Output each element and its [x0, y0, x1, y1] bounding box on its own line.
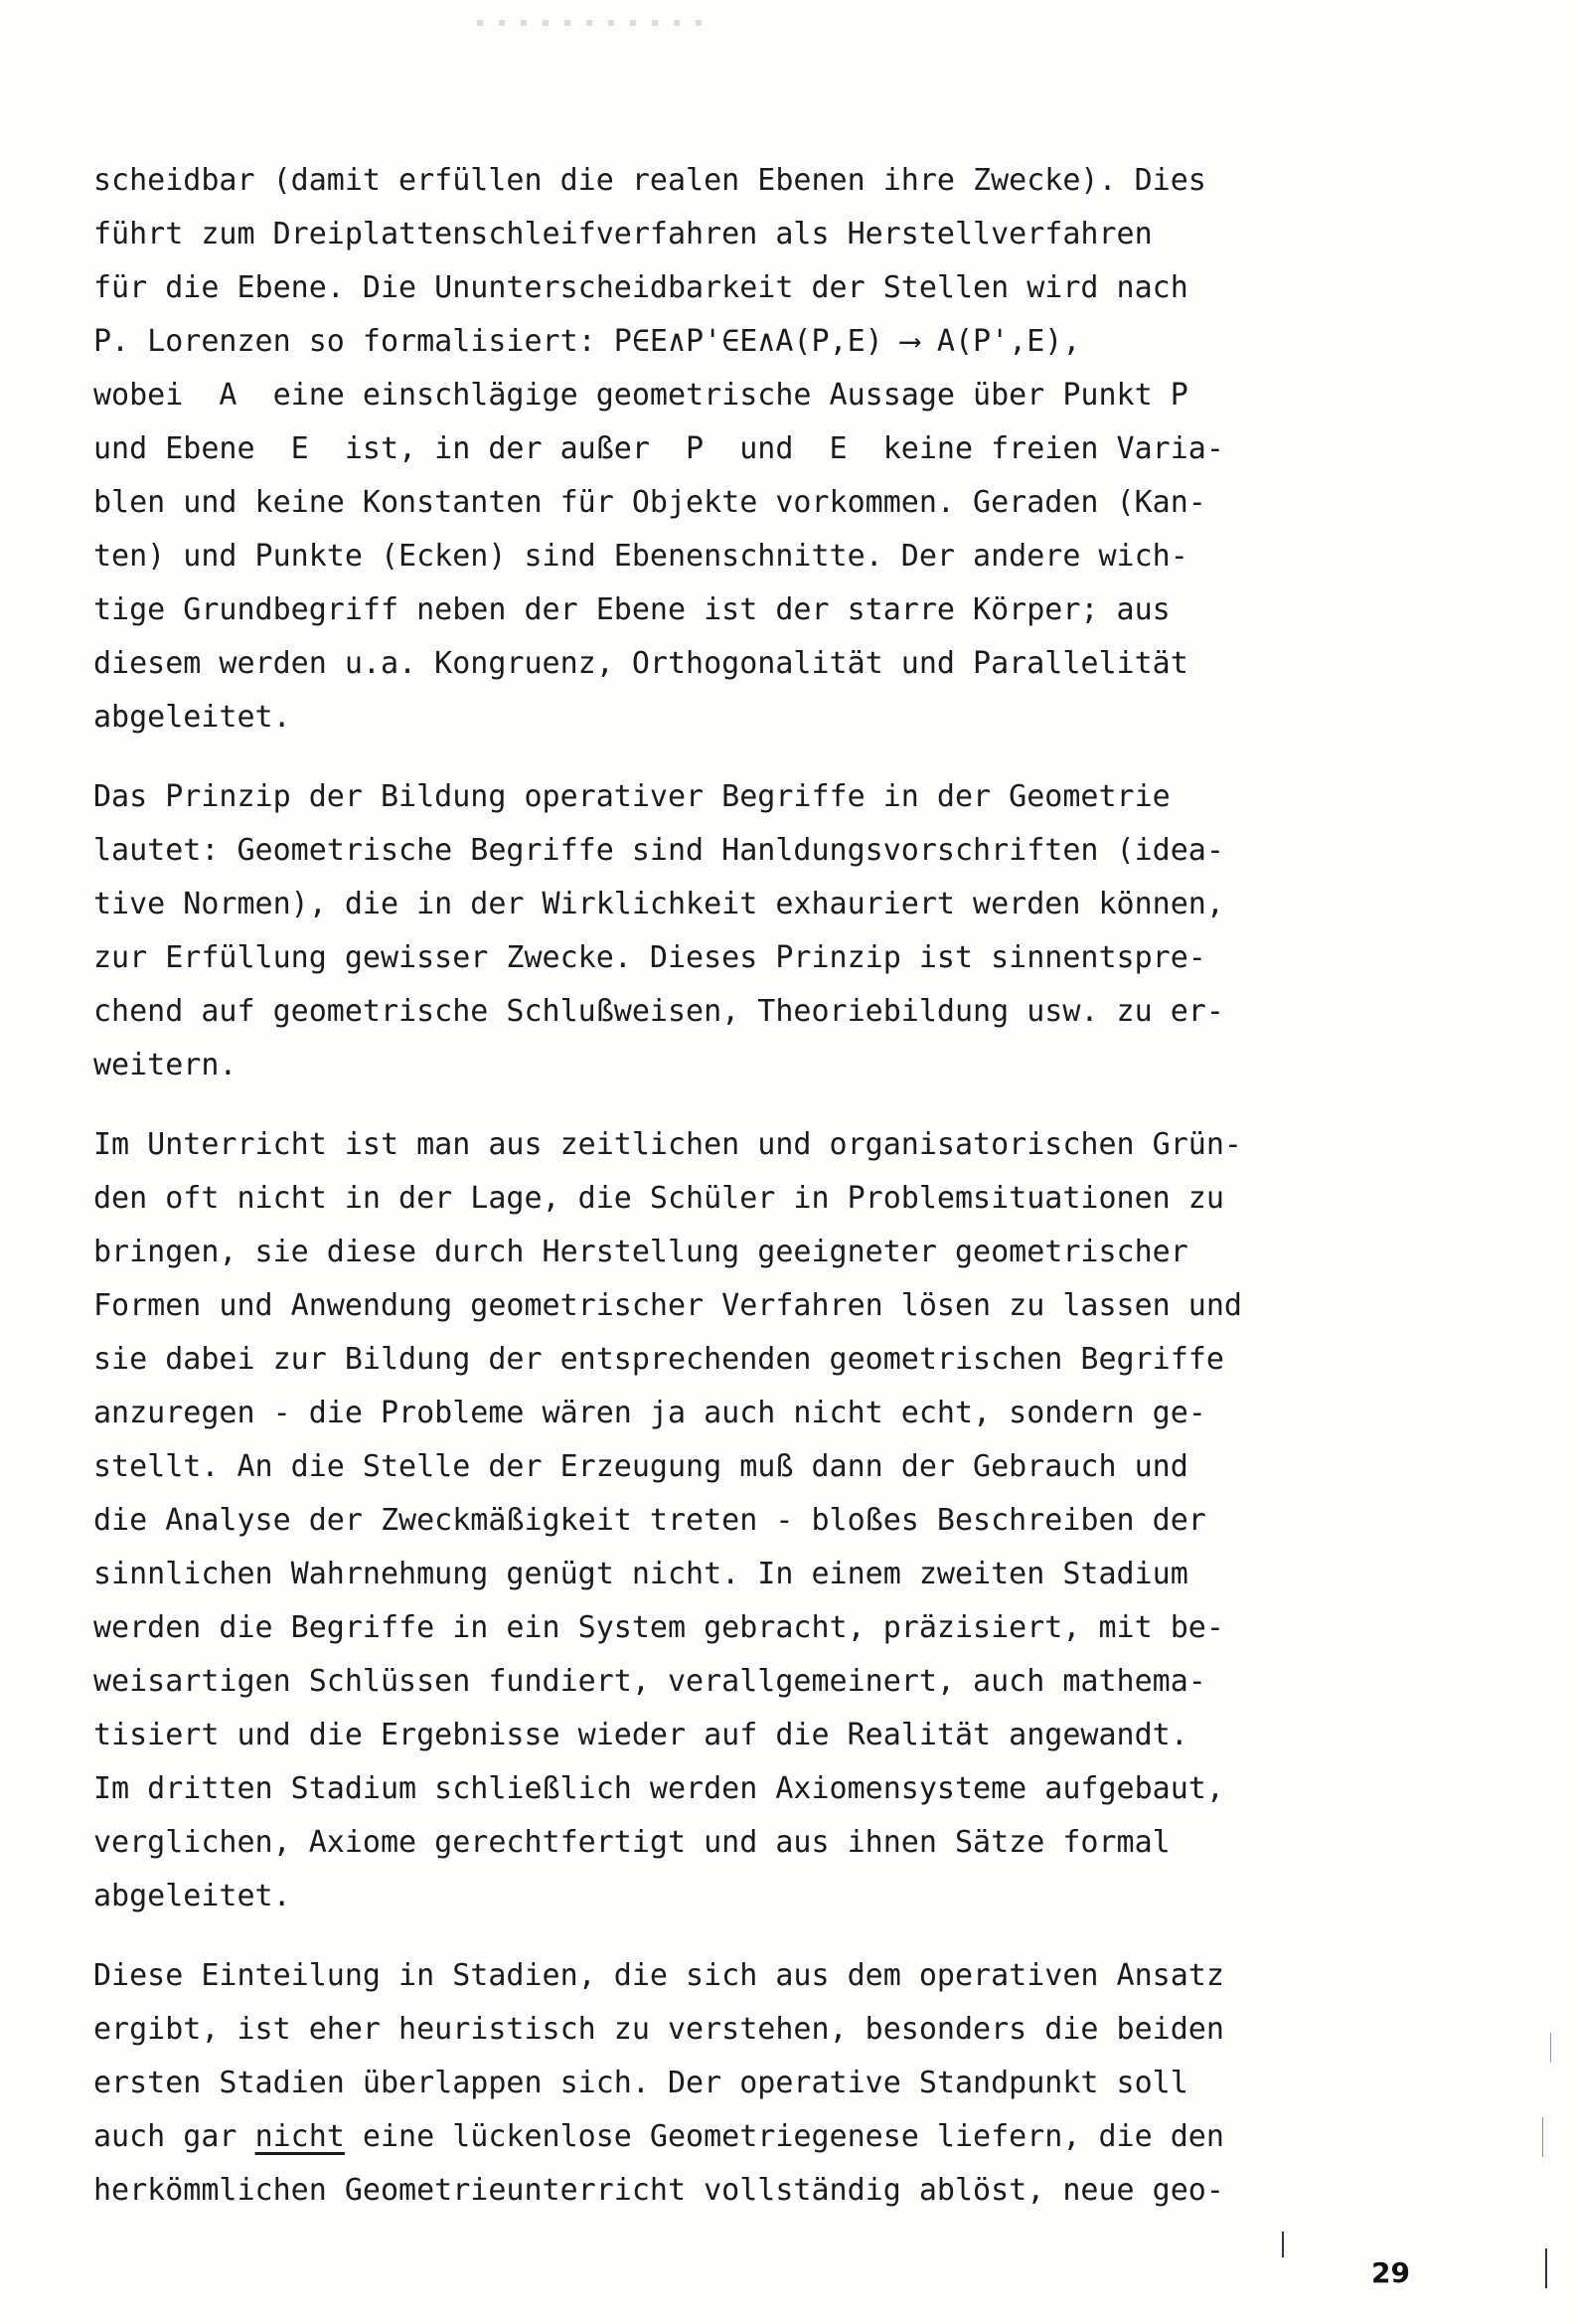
text-line: weitern.: [93, 1048, 237, 1082]
page-number: 29: [1371, 2256, 1410, 2289]
paragraph-4: [93, 1949, 1405, 2218]
paragraph-1: [93, 154, 1405, 745]
text-line: stellt. An die Stelle der Erzeugung muß dann der Gebrauch und: [93, 1449, 1188, 1484]
text-line: und Ebene E ist, in der außer P und E keine freien Varia-: [93, 431, 1224, 466]
text-line: Formen und Anwendung geometrischer Verfahren lösen zu lassen und: [93, 1288, 1242, 1323]
text-line: ten) und Punkte (Ecken) sind Ebenenschnitte. Der andere wich-: [93, 539, 1188, 574]
scan-artifact: [1282, 2232, 1284, 2257]
text-line: Im Unterricht ist man aus zeitlichen und organisatorischen Grün-: [93, 1127, 1242, 1162]
paragraph-2: [93, 770, 1405, 1092]
text-line: verglichen, Axiome gerechtfertigt und aus ihnen Sätze formal: [93, 1825, 1171, 1860]
text-line: tige Grundbegriff neben der Ebene ist der starre Körper; aus: [93, 592, 1171, 627]
paragraph-3: [93, 1118, 1405, 1923]
scan-artifact: [1550, 2033, 1551, 2063]
text-line: wobei A eine einschlägige geometrische Aussage über Punkt P: [93, 378, 1188, 413]
formula-line: P. Lorenzen so formalisiert: P∈E∧P'∈E∧A(P,E) ⟶ A(P',E),: [93, 324, 1081, 359]
text-line: für die Ebene. Die Ununterscheidbarkeit der Stellen wird nach: [93, 270, 1188, 305]
body-text: [93, 154, 1405, 2243]
emphasized-word: nicht: [254, 2119, 345, 2154]
text-line: Im dritten Stadium schließlich werden Axiomensysteme aufgebaut,: [93, 1771, 1224, 1806]
text-line: werden die Begriffe in ein System gebracht, präzisiert, mit be-: [93, 1610, 1224, 1645]
text-line: die Analyse der Zweckmäßigkeit treten - bloßes Beschreiben der: [93, 1503, 1206, 1538]
text-line: tisiert und die Ergebnisse wieder auf die Realität angewandt.: [93, 1718, 1188, 1752]
text-line: bringen, sie diese durch Herstellung geeigneter geometrischer: [93, 1235, 1188, 1269]
text-line: sinnlichen Wahrnehmung genügt nicht. In einem zweiten Stadium: [93, 1557, 1188, 1591]
text-line: scheidbar (damit erfüllen die realen Ebenen ihre Zwecke). Dies: [93, 163, 1206, 198]
text-line: den oft nicht in der Lage, die Schüler in Problemsituationen zu: [93, 1181, 1224, 1216]
text-line: blen und keine Konstanten für Objekte vorkommen. Geraden (Kan-: [93, 485, 1206, 520]
text-line: sie dabei zur Bildung der entsprechenden geometrischen Begriffe: [93, 1342, 1224, 1377]
text-line: ergibt, ist eher heuristisch zu verstehen, besonders die beiden: [93, 2012, 1224, 2047]
text-line-with-emphasis: [93, 2110, 1405, 2164]
text-line: chend auf geometrische Schlußweisen, Theoriebildung usw. zu er-: [93, 994, 1224, 1029]
scan-artifact: [477, 20, 715, 26]
text-line: weisartigen Schlüssen fundiert, verallgemeinert, auch mathema-: [93, 1664, 1206, 1699]
text-line: herkömmlichen Geometrieunterricht vollständig ablöst, neue geo-: [93, 2173, 1224, 2208]
text-line: tive Normen), die in der Wirklichkeit exhauriert werden können,: [93, 887, 1224, 921]
text-fragment: auch gar: [93, 2119, 255, 2154]
text-line: anzuregen - die Probleme wären ja auch nicht echt, sondern ge-: [93, 1396, 1206, 1430]
scan-artifact: [1542, 2117, 1543, 2157]
text-fragment: eine lückenlose Geometriegenese liefern, die den: [344, 2119, 1224, 2154]
text-line: Diese Einteilung in Stadien, die sich aus dem operativen Ansatz: [93, 1958, 1224, 1993]
scan-artifact: [1545, 2248, 1547, 2288]
text-line: diesem werden u.a. Kongruenz, Orthogonalität und Parallelität: [93, 646, 1188, 681]
text-line: abgeleitet.: [93, 1879, 291, 1913]
text-line: zur Erfüllung gewisser Zwecke. Dieses Prinzip ist sinnentspre-: [93, 940, 1206, 975]
text-line: abgeleitet.: [93, 700, 291, 735]
text-line: ersten Stadien überlappen sich. Der operative Standpunkt soll: [93, 2066, 1188, 2100]
text-line: führt zum Dreiplattenschleifverfahren als Herstellverfahren: [93, 217, 1153, 251]
text-line: Das Prinzip der Bildung operativer Begriffe in der Geometrie: [93, 779, 1171, 814]
text-line: lautet: Geometrische Begriffe sind Hanldungsvorschriften (idea-: [93, 833, 1224, 868]
